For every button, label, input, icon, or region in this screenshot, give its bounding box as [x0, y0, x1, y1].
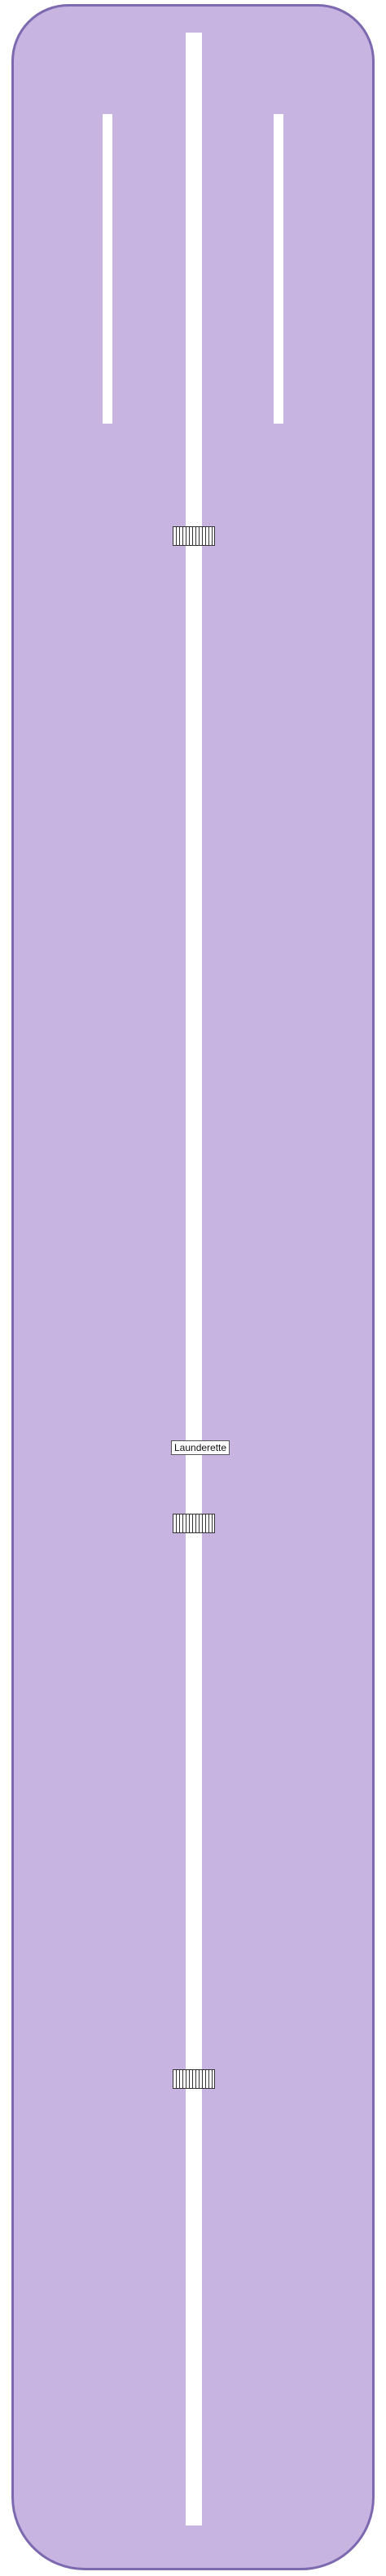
starboard-corridor	[274, 114, 283, 424]
stairwell-aft	[173, 2069, 215, 2089]
port-corridor	[103, 114, 112, 424]
stairwell-forward	[173, 526, 215, 546]
central-corridor	[186, 33, 202, 2525]
launderette-label: Launderette	[171, 1440, 230, 1455]
stairwell-mid	[173, 1514, 215, 1533]
